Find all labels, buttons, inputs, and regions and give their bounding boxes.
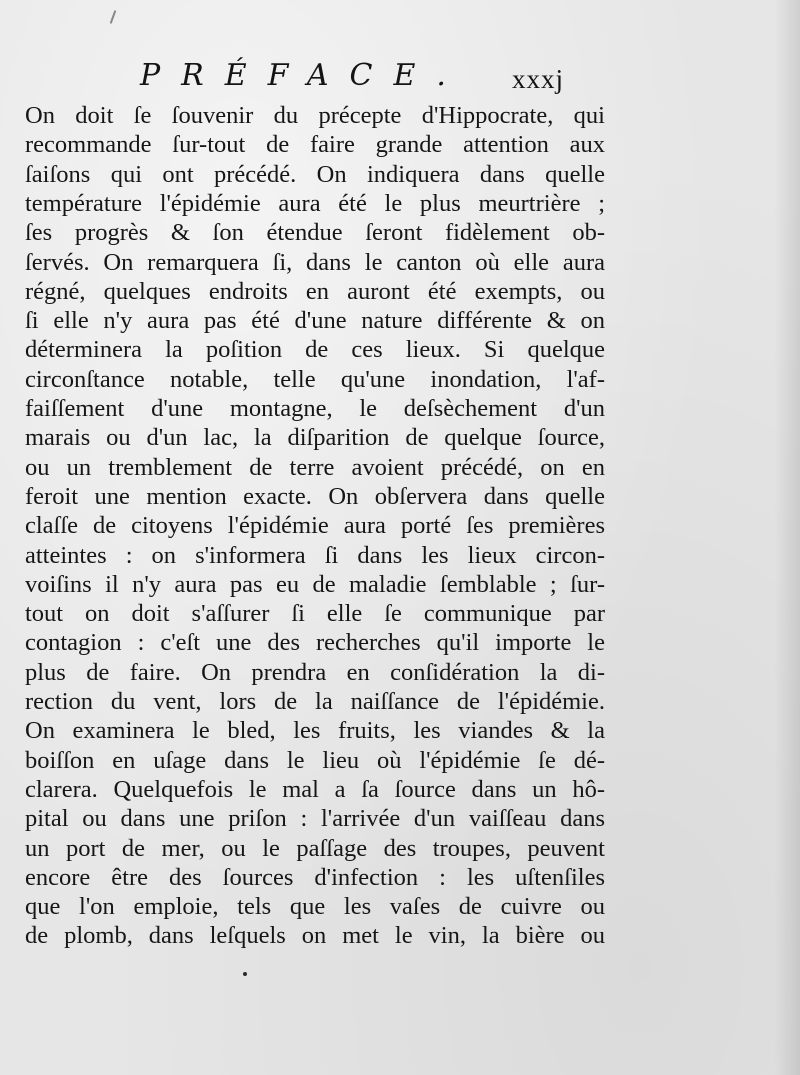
text-line: boiſſon en uſage dans le lieu où l'épidémie ſe dé- bbox=[25, 746, 605, 774]
text-line: un port de mer, ou le paſſage des troupes, peuvent bbox=[25, 834, 605, 862]
text-line: recommande ſur-tout de faire grande attention aux bbox=[25, 131, 605, 159]
text-line: tout on doit s'aſſurer ſi elle ſe communique par bbox=[25, 600, 605, 628]
text-line: régné, quelques endroits en auront été exempts, ou bbox=[25, 277, 605, 305]
text-line: On examinera le bled, les fruits, les viandes & la bbox=[25, 717, 605, 745]
text-line: On doit ſe ſouvenir du précepte d'Hippocrate, qui bbox=[25, 102, 605, 129]
running-head-title: PRÉFACE. bbox=[140, 58, 467, 93]
text-line: ſes progrès & ſon étendue ſeront fidèlement ob- bbox=[25, 219, 605, 247]
text-line: ſervés. On remarquera ſi, dans le canton où elle aura bbox=[25, 248, 605, 276]
text-line: ou un tremblement de terre avoient précédé, on en bbox=[25, 453, 605, 481]
text-line: claſſe de citoyens l'épidémie aura porté ſes premières bbox=[25, 512, 605, 540]
text-line: clarera. Quelquefois le mal a ſa ſource dans un hô- bbox=[25, 775, 605, 803]
page-number: xxxj bbox=[512, 64, 565, 94]
text-line: encore être des ſources d'infection : les uſtenſiles bbox=[25, 863, 605, 891]
text-line: rection du vent, lors de la naiſſance de l'épidémie. bbox=[25, 688, 605, 715]
text-line: feroit une mention exacte. On obſervera dans quelle bbox=[25, 482, 605, 510]
text-line: atteintes : on s'informera ſi dans les lieux circon- bbox=[25, 541, 605, 569]
ink-speck bbox=[110, 10, 117, 24]
text-line: température l'épidémie aura été le plus meurtrière ; bbox=[25, 189, 605, 217]
text-line: que l'on emploie, tels que les vaſes de cuivre ou bbox=[25, 893, 605, 921]
text-line: circonſtance notable, telle qu'une inondation, l'af- bbox=[25, 365, 605, 393]
text-line: ſi elle n'y aura pas été d'une nature différente & on bbox=[25, 307, 605, 335]
text-line: de plomb, dans leſquels on met le vin, la bière ou bbox=[25, 922, 605, 950]
text-line: pital ou dans une priſon : l'arrivée d'un vaiſſeau dans bbox=[25, 805, 605, 833]
text-line: marais ou d'un lac, la diſparition de quelque ſource, bbox=[25, 424, 605, 452]
text-line: faiſſement d'une montagne, le deſsèchement d'un bbox=[25, 395, 605, 422]
text-line: ſaiſons qui ont précédé. On indiquera dans quelle bbox=[25, 160, 605, 188]
body-text bbox=[0, 101, 800, 961]
text-line: plus de faire. On prendra en conſidération la di- bbox=[25, 658, 605, 686]
text-line: déterminera la poſition de ces lieux. Si quelque bbox=[25, 336, 605, 364]
text-line: voiſins il n'y aura pas eu de maladie ſemblable ; ſur- bbox=[25, 570, 605, 598]
ink-speck bbox=[243, 972, 247, 976]
text-line: contagion : c'eſt une des recherches qu'il importe le bbox=[25, 629, 605, 657]
